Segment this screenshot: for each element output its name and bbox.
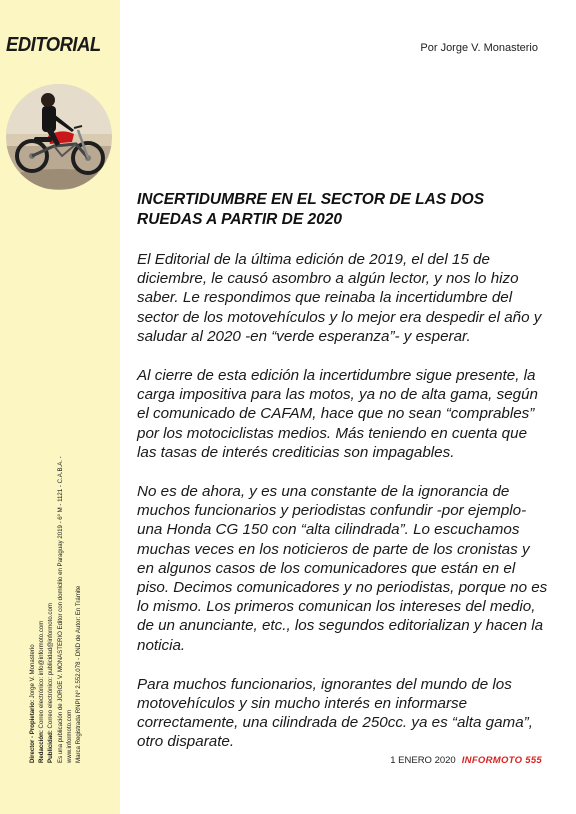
page-footer (390, 755, 542, 766)
issue-date: 1 ENERO 2020 (390, 755, 456, 766)
credits-block (28, 363, 83, 763)
article-headline: INCERTIDUMBRE EN EL SECTOR DE LAS DOS RUEDAS A PARTIR DE 2020 (137, 191, 485, 228)
article-paragraph: No es de ahora, y es una constante de la ignorancia de muchos funcionarios y periodistas confundir -por ejemplo- una Honda CG 150 con “alta cilindrada”. Lo escuchamos muchas veces en los noticieros de parte de los cronistas y en algunos casos de los comunicadores que están en el piso. Decimos comunicadores y no periodistas, porque no es lo mismo. Los primeros comunican los intereses del medio, de un anunciante, etc., los segundos editorializan y hacen la noticia. (137, 483, 548, 654)
credits-website: www.informoto.com (65, 709, 73, 763)
section-label: EDITORIAL (6, 34, 101, 56)
article-paragraph: El Editorial de la última edición de 2019, el del 15 de diciembre, le causó asombro a algún lector, y nos lo hizo saber. Le respondimos que reinaba la incertidumbre del sector de los motovehículos y lo mejor era despedir el año y saludar al 2020 -en “verde esperanza”- y esperar. (137, 251, 542, 345)
motorcycle-photo-icon (6, 84, 112, 190)
article-paragraph: Para muchos funcionarios, ignorantes del mundo de los motovehículos y sin mucho interés en informarse correctamente, una cilindrada de 250cc. ya es “alta gama”, otro disparate. (137, 675, 533, 751)
credits-registry: Marca Registrada RNPI Nº 2.552.078 - DND de Autor: En Trámite (75, 585, 83, 763)
credits-publicidad: Publicidad: Correo electrónico: publicidad@informoto.com (47, 603, 55, 763)
credits-publication: Es una publicación de JORGE V. MONASTERIO Editor con domicilio en Paraguay 2019 - 6º M - 1121 - C.A.B.A. - (56, 456, 64, 763)
credits-director: Director - Propietario: Jorge V. Monasterio (29, 644, 36, 763)
author-photo (6, 84, 112, 190)
sidebar (0, 0, 120, 814)
credits-redaccion: Redacción: Correo electrónico: info@informoto.com (38, 620, 46, 763)
byline: Por Jorge V. Monasterio (420, 42, 538, 54)
article-body (137, 190, 549, 772)
brand-logo: INFORMOTO 555 (461, 755, 542, 766)
article-paragraph: Al cierre de esta edición la incertidumbre sigue presente, la carga impositiva para las motos, ya no de alta gama, según el comunicado de CAFAM, hace que no sean “comprables” por los motociclistas medios. Más teniendo en cuenta que las tasas de interés crediticias son impagables. (137, 367, 539, 461)
